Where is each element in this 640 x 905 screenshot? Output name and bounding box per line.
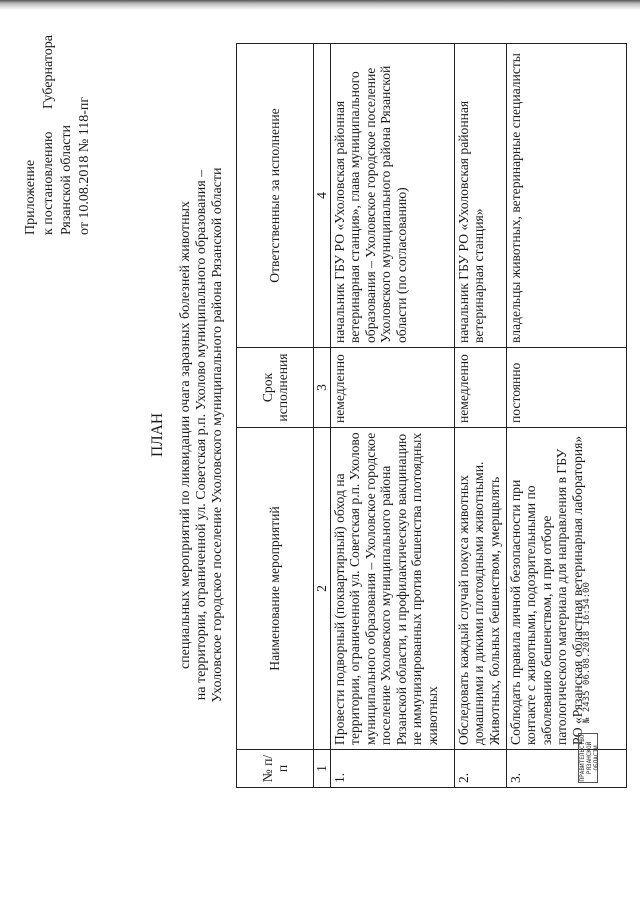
row-responsible: начальник ГБУ РО «Ухоловская районная ветеринарная станция», глава муниципального образования – Ухоловское городское поселение Ухоловского муниципального района Рязанской области (по согласованию) [330,44,454,348]
header-num: № п/п [237,750,314,788]
row-action: Обследовать каждый случай покуса животных домашними и дикими плотоядными животными. Животных, больных бешенством, умерщвлять [454,428,506,750]
approval-line-3: Рязанской области [59,124,74,235]
row-num: 2. [454,750,506,788]
row-action: Соблюдать правила личной безопасности при контакте с животными, подозрительными по заболеванию бешенством, и при отборе патологического материала для направления в ГБУ РО «Рязанская областная ветеринарная лаборатория» [506,428,626,750]
document-title [150,155,226,715]
table-row [506,44,626,788]
row-responsible: владельцы животных, ветеринарные специалисты [506,44,626,348]
registration-stamp: ПРАВИТЕЛЬСТВО РЯЗАНСКОЙ ОБЛАСТИ [579,734,600,782]
plan-table [236,43,627,788]
approval-line-2a: к постановлению [41,131,56,235]
row-num: 3. [506,750,626,788]
row-deadline: немедленно [330,348,454,428]
approval-line-1: Приложение [23,159,38,235]
header-action: Наименование мероприятий [237,428,314,750]
header-row [237,44,314,788]
approval-block [22,35,94,235]
row-deadline: немедленно [454,348,506,428]
row-deadline: постоянно [506,348,626,428]
column-number: 4 [314,44,331,348]
column-number-row [314,44,331,788]
title-line-1: специальных мероприятий по ликвидации очага заразных болезней животных [178,200,193,670]
table-row [330,44,454,788]
title-heading: ПЛАН [149,412,166,458]
header-deadline: Срок исполнения [237,348,314,428]
title-line-2: на территории, ограниченной ул. Советская р.п. Ухолово муниципального образования – [194,169,209,701]
table-row [454,44,506,788]
row-responsible: начальник ГБУ РО «Ухоловская районная ветеринарная станция» [454,44,506,348]
approval-line-4: от 10.08.2018 № 118-пг [77,96,92,235]
approval-line-2 [40,35,58,235]
footer-registration [578,582,598,783]
column-number: 1 [314,750,331,788]
column-number: 2 [314,428,331,750]
row-num: 1. [330,750,454,788]
row-action: Провести подворный (поквартирный) обход на территории, ограниченной ул. Советская р.п. Ухолово муниципального образования – Ухоловское городское поселение Ухоловского муниципального района Рязанской области, и профилактическую вакцинацию не иммунизированных против бешенства плотоядных животных [330,428,454,750]
header-responsible: Ответственные за исполнение [237,44,314,348]
column-number: 3 [314,348,331,428]
title-line-3: Ухоловское городское поселение Ухоловского муниципального района Рязанской области [210,167,225,703]
approval-line-2b: Губернатора [41,35,56,110]
registration-number: № 2435 06.08.2018 16:54:00 [582,582,593,723]
